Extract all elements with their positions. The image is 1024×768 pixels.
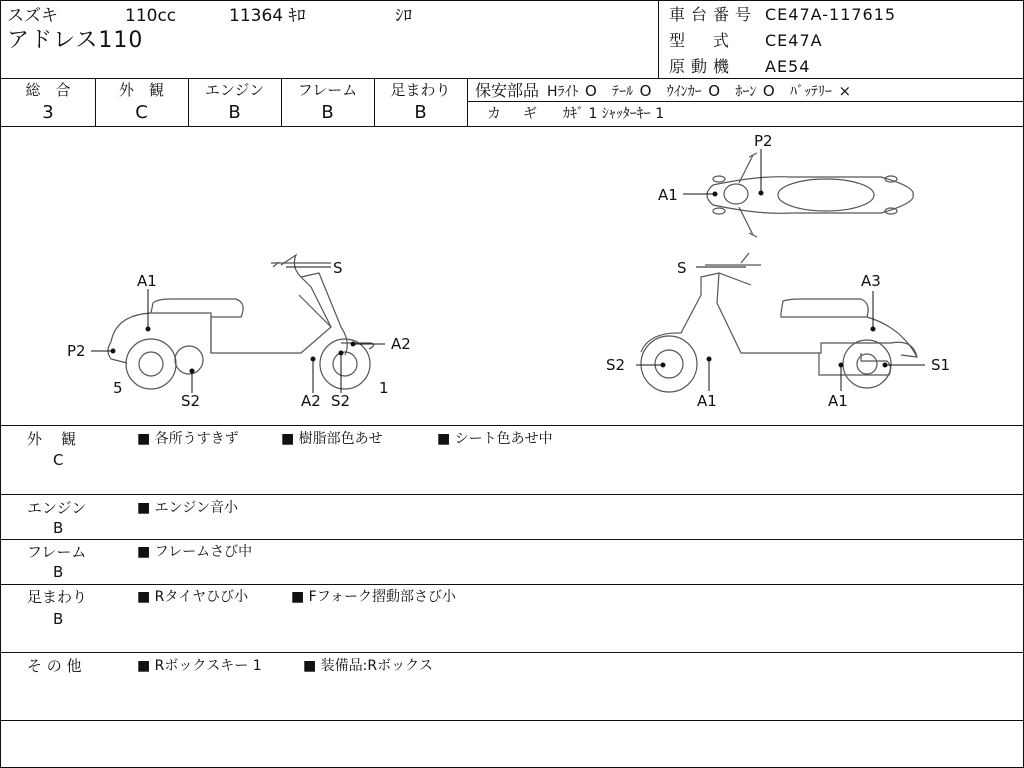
spec-label-model: 型 式 xyxy=(669,31,736,50)
grade-label-exterior: 外 観 xyxy=(118,81,164,99)
mileage: 11364 ｷﾛ xyxy=(229,6,306,26)
mark-right-a1: A1 xyxy=(697,392,717,410)
comment-note: ■ 各所うすきず xyxy=(137,431,239,447)
mark-left-5: 5 xyxy=(113,379,123,397)
comment-label-suspension: 足まわり xyxy=(27,588,88,606)
safety-item-horn: ﾎｰﾝ O xyxy=(735,82,775,100)
mark-left-1: 1 xyxy=(379,379,389,397)
comment-grade-engine: B xyxy=(53,519,64,537)
spec-label-engine: 原動機 xyxy=(669,57,736,76)
comment-label-other: そ の 他 xyxy=(27,657,82,675)
displacement: 110cc xyxy=(125,6,177,26)
safety-item-tail: ﾃｰﾙ O xyxy=(612,82,652,100)
color: ｼﾛ xyxy=(395,6,412,26)
comment-note: ■ エンジン音小 xyxy=(137,500,238,516)
mark-left-p2: P2 xyxy=(67,342,86,360)
safety-divider xyxy=(467,101,1023,102)
mark-right-s2: S2 xyxy=(606,356,626,374)
grade-value-engine: B xyxy=(228,102,241,123)
spec-value-frame-no: CE47A-117615 xyxy=(765,5,897,24)
grade-divider xyxy=(467,78,468,126)
spec-label-frame-no: 車台番号 xyxy=(669,5,758,24)
rule xyxy=(1,652,1023,653)
comment-label-exterior: 外 観 xyxy=(27,430,79,448)
mark-right-s: S xyxy=(677,259,687,277)
comment-note: ■ 装備品:Rボックス xyxy=(303,658,433,674)
rule xyxy=(1,494,1023,495)
safety-item-battery: ﾊﾞｯﾃﾘｰ × xyxy=(790,82,852,100)
scooter-diagram xyxy=(1,127,1023,425)
mark-left-s2-lower: S2 xyxy=(331,392,351,410)
scooter-top-view xyxy=(707,153,913,237)
grade-label-overall: 総 合 xyxy=(25,81,71,99)
mark-right-a3: A3 xyxy=(861,272,881,290)
key-label: カ ギ xyxy=(487,106,541,122)
comment-note: ■ Fフォーク摺動部さび小 xyxy=(291,589,457,605)
mark-top-a1: A1 xyxy=(658,186,678,204)
damage-diagram xyxy=(1,127,1023,425)
comment-grade-exterior: C xyxy=(53,451,64,469)
grade-value-suspension: B xyxy=(414,102,427,123)
rule xyxy=(1,78,1023,79)
mark-left-a2-lower: A2 xyxy=(301,392,321,410)
comment-note: ■ Rタイヤひび小 xyxy=(137,589,249,605)
maker: スズキ xyxy=(7,6,58,26)
rule xyxy=(1,720,1023,721)
spec-value-engine: AE54 xyxy=(765,57,811,76)
rule xyxy=(1,539,1023,540)
model-name: アドレス110 xyxy=(7,28,144,53)
comment-label-frame: フレーム xyxy=(27,543,87,561)
grade-value-exterior: C xyxy=(135,102,148,123)
mark-right-s1: S1 xyxy=(931,356,951,374)
comment-note: ■ 樹脂部色あせ xyxy=(281,431,383,447)
comment-note: ■ シート色あせ中 xyxy=(437,431,553,447)
mark-left-s2: S2 xyxy=(181,392,201,410)
mark-left-a1: A1 xyxy=(137,272,157,290)
grade-label-engine: エンジン xyxy=(204,81,265,99)
grade-label-suspension: 足まわり xyxy=(390,81,451,99)
spec-value-model: CE47A xyxy=(765,31,823,50)
grade-value-frame: B xyxy=(321,102,334,123)
grade-value-overall: 3 xyxy=(42,102,54,123)
key-info xyxy=(487,105,664,123)
safety-label: 保安部品 xyxy=(475,81,540,100)
safety-item-winker: ｳｲﾝｶｰ O xyxy=(666,82,721,100)
mark-top-p2: P2 xyxy=(754,132,773,150)
key-text: ｶｷﾞ 1 ｼｬｯﾀｰｷｰ 1 xyxy=(563,106,665,122)
comment-grade-suspension: B xyxy=(53,610,64,628)
mark-right-a1-rear: A1 xyxy=(828,392,848,410)
mark-left-s: S xyxy=(333,259,343,277)
safety-parts xyxy=(475,82,853,101)
comment-grade-frame: B xyxy=(53,563,64,581)
mark-left-a2: A2 xyxy=(391,335,411,353)
grade-label-frame: フレーム xyxy=(297,81,358,99)
rule xyxy=(1,584,1023,585)
comment-note: ■ Rボックスキー 1 xyxy=(137,658,262,674)
safety-item-headlight: Hﾗｲﾄ O xyxy=(547,82,597,100)
rule xyxy=(1,425,1023,426)
comment-note: ■ フレームさび中 xyxy=(137,544,253,560)
comment-label-engine: エンジン xyxy=(27,499,87,517)
header-divider xyxy=(658,1,659,78)
